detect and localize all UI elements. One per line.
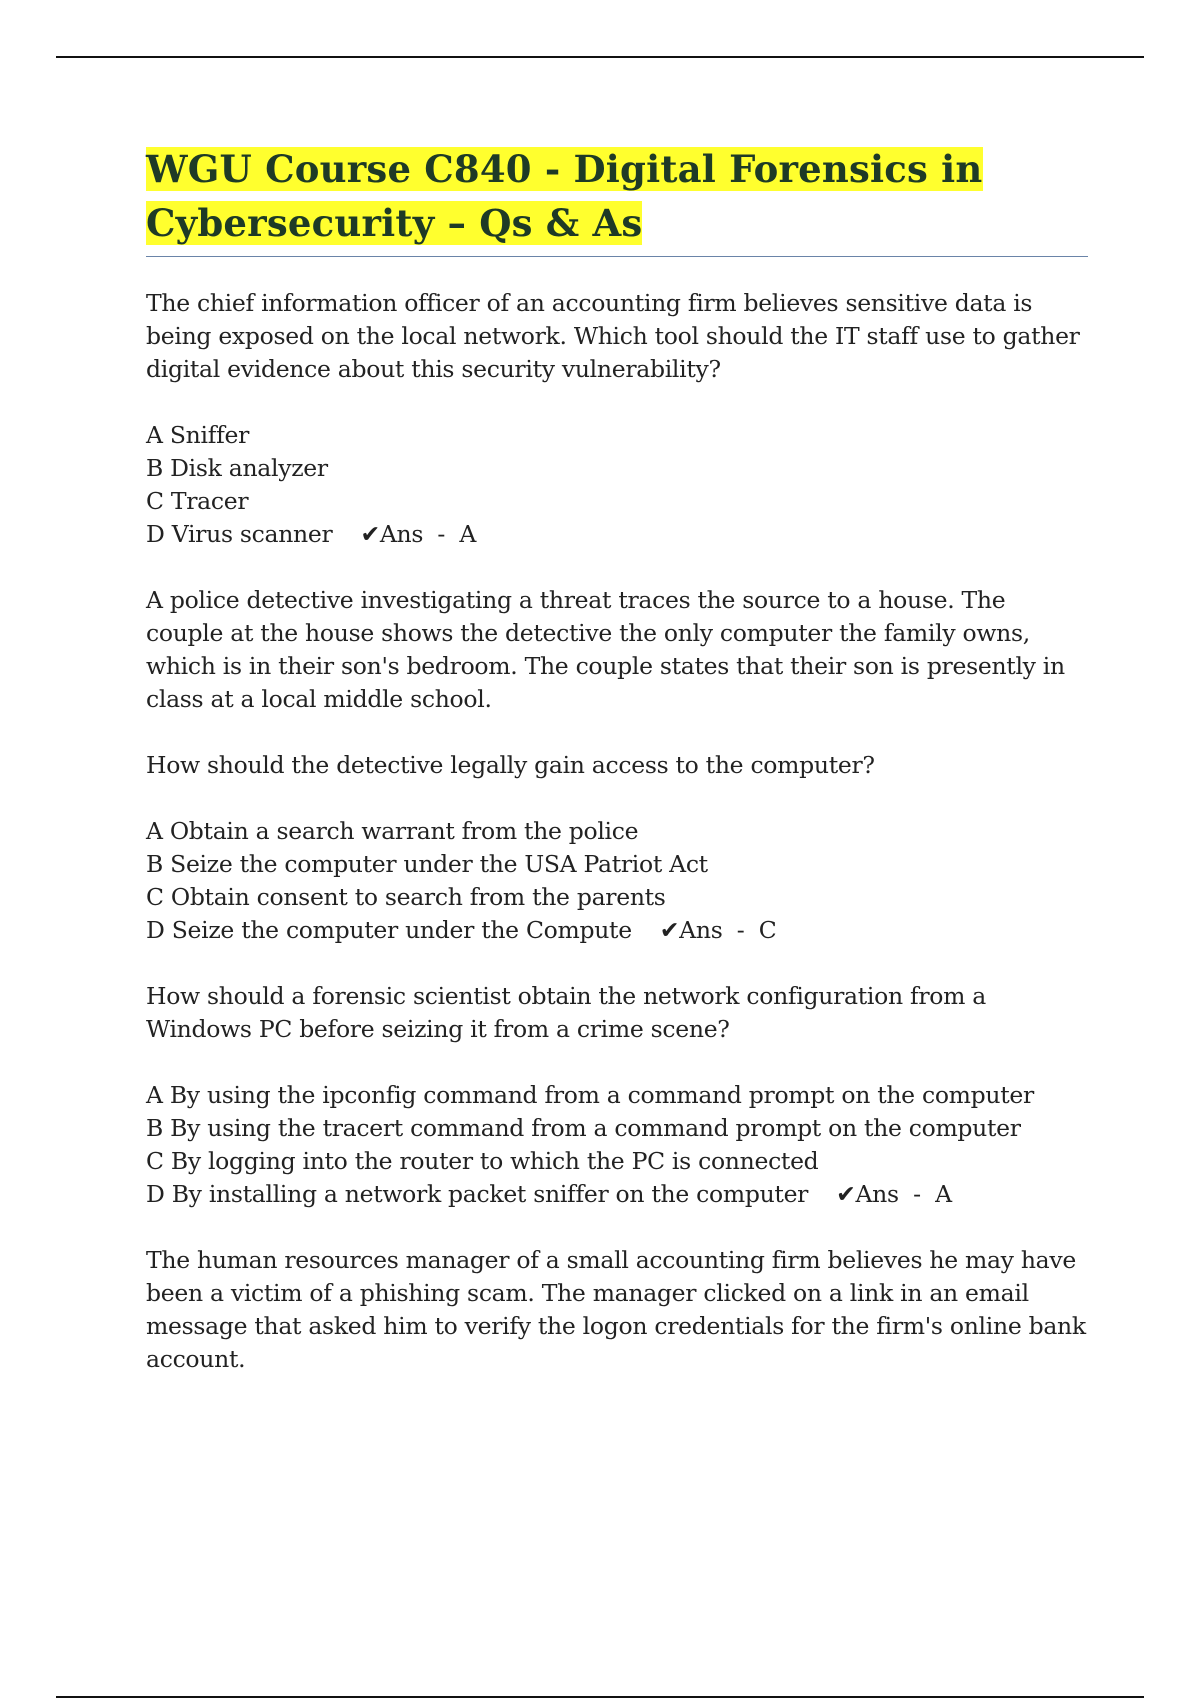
question-4-text: The human resources manager of a small accounting firm believes he may have been a victim of a phishing scam. The manager clicked on a link in an email message that asked him to verify the logon credentials for the firm's online bank account. — [146, 1246, 1086, 1373]
spacer — [146, 782, 1086, 815]
q2-option-d: D Seize the computer under the Compute — [146, 916, 632, 944]
spacer — [146, 551, 1086, 584]
title-underline — [146, 256, 1088, 257]
question-1-text: The chief information officer of an accounting firm believes sensitive data is being exposed on the local network. Which tool should the IT staff use to gather digital evidence about this security vulnerability? — [146, 289, 1080, 383]
spacer — [146, 386, 1086, 419]
spacer — [146, 1211, 1086, 1244]
spacer — [146, 947, 1086, 980]
q2-option-d-line — [146, 914, 1086, 947]
bottom-rule — [56, 1696, 1144, 1698]
question-3-text: How should a forensic scientist obtain the network configuration from a Windows PC before seizing it from a crime scene? — [146, 982, 987, 1043]
q1-option-a: A Sniffer — [146, 421, 250, 449]
document-body — [146, 142, 1086, 1376]
spacer — [146, 716, 1086, 749]
q3-option-d: D By installing a network packet sniffer on the computer — [146, 1180, 809, 1208]
question-2-prompt: How should the detective legally gain access to the computer? — [146, 751, 875, 779]
q3-option-d-line — [146, 1178, 1086, 1211]
q1-answer: ✔Ans - A — [360, 520, 477, 548]
document-title — [146, 142, 1086, 250]
q1-option-b: B Disk analyzer — [146, 454, 328, 482]
question-2-text: A police detective investigating a threat traces the source to a house. The couple at the house shows the detective the only computer the family owns, which is in their son's bedroom. The couple states that their son is presently in class at a local middle school. — [146, 586, 1065, 713]
q1-option-d-line — [146, 518, 1086, 551]
title-line-2: Cybersecurity – Qs & As — [146, 201, 643, 245]
top-rule — [56, 56, 1144, 58]
q1-option-d: D Virus scanner — [146, 520, 333, 548]
q3-option-a: A By using the ipconfig command from a command prompt on the computer — [146, 1081, 1034, 1109]
q3-option-c: C By logging into the router to which the PC is connected — [146, 1147, 819, 1175]
q2-option-a: A Obtain a search warrant from the police — [146, 817, 639, 845]
title-line-1: WGU Course C840 - Digital Forensics in — [146, 147, 983, 191]
q3-option-b: B By using the tracert command from a command prompt on the computer — [146, 1114, 1021, 1142]
q2-answer: ✔Ans - C — [659, 916, 777, 944]
q2-option-b: B Seize the computer under the USA Patriot Act — [146, 850, 708, 878]
q1-option-c: C Tracer — [146, 487, 249, 515]
q3-answer: ✔Ans - A — [836, 1180, 952, 1208]
spacer — [146, 1046, 1086, 1079]
q2-option-c: C Obtain consent to search from the parents — [146, 883, 666, 911]
